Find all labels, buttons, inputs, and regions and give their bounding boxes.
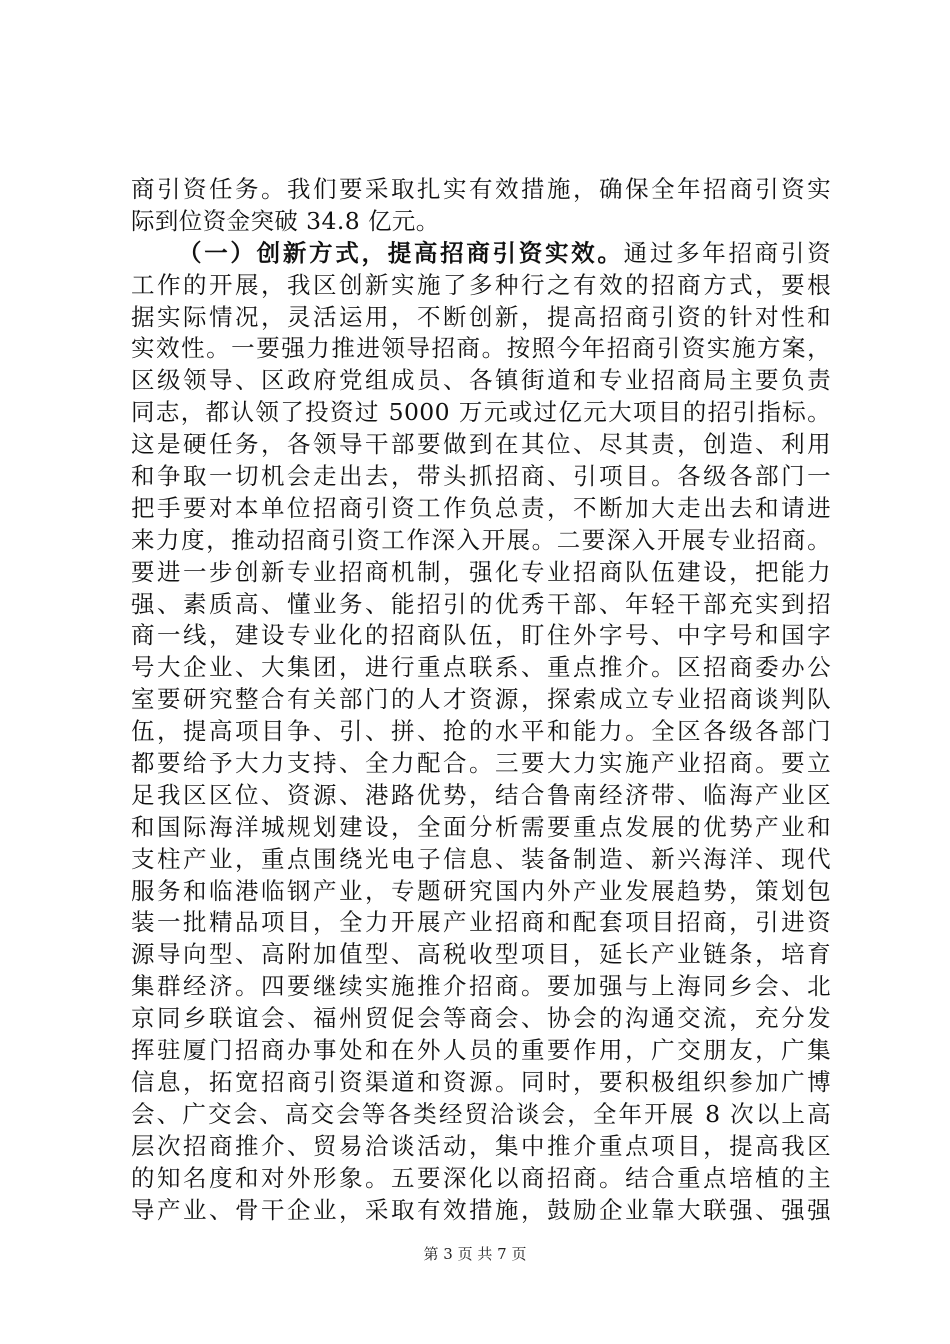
text-line: 源导向型、高附加值型、高税收型项目，延长产业链条，培育	[131, 940, 831, 969]
text-line: 支柱产业，重点围绕光电子信息、装备制造、新兴海洋、现代	[131, 844, 831, 873]
section-heading: （一）创新方式，提高招商引资实效。	[178, 238, 624, 267]
text-line: 层次招商推介、贸易洽谈活动，集中推介重点项目，提高我区	[131, 1131, 831, 1160]
text-line: 际到位资金突破 34.8 亿元。	[131, 206, 440, 235]
text-line: 强、素质高、懂业务、能招引的优秀干部、年轻干部充实到招	[131, 589, 831, 618]
text-line: 这是硬任务，各领导干部要做到在其位、尽其责，创造、利用	[131, 430, 831, 459]
text-line: 据实际情况，灵活运用，不断创新，提高招商引资的针对性和	[131, 302, 831, 331]
page-footer: 第 3 页 共 7 页	[423, 1245, 527, 1263]
text-line: 和争取一切机会走出去，带头抓招商、引项目。各级各部门一	[131, 462, 831, 491]
text-line: 号大企业、大集团，进行重点联系、重点推介。区招商委办公	[131, 653, 831, 682]
text-fragment: 通过多年招商引资	[623, 238, 831, 267]
text-line: 商引资任务。我们要采取扎实有效措施，确保全年招商引资实	[131, 175, 831, 203]
text-line: 都要给予大力支持、全力配合。三要大力实施产业招商。要立	[131, 749, 831, 778]
text-line: 的知名度和对外形象。五要深化以商招商。结合重点培植的主	[131, 1163, 831, 1192]
text-line: 工作的开展，我区创新实施了多种行之有效的招商方式，要根	[131, 270, 831, 299]
text-line: 同志，都认领了投资过 5000 万元或过亿元大项目的招引指标。	[131, 398, 831, 427]
text-line: 伍，提高项目争、引、拼、抢的水平和能力。全区各级各部门	[131, 717, 831, 746]
section-heading-line	[131, 238, 831, 270]
text-line: 装一批精品项目，全力开展产业招商和配套项目招商，引进资	[131, 908, 831, 937]
text-line: 室要研究整合有关部门的人才资源，探索成立专业招商谈判队	[131, 685, 831, 714]
document-body	[131, 174, 831, 1226]
text-line: 区级领导、区政府党组成员、各镇街道和专业招商局主要负责	[131, 366, 831, 395]
text-line: 服务和临港临钢产业，专题研究国内外产业发展趋势，策划包	[131, 876, 831, 905]
text-line: 实效性。一要强力推进领导招商。按照今年招商引资实施方案，	[131, 334, 831, 363]
text-line: 要进一步创新专业招商机制，强化专业招商队伍建设，把能力	[131, 557, 831, 586]
text-line: 把手要对本单位招商引资工作负总责，不断加大走出去和请进	[131, 493, 831, 522]
text-line: 商一线，建设专业化的招商队伍，盯住外字号、中字号和国字	[131, 621, 831, 650]
text-line: 会、广交会、高交会等各类经贸洽谈会，全年开展 8 次以上高	[131, 1099, 831, 1128]
text-line: 和国际海洋城规划建设，全面分析需要重点发展的优势产业和	[131, 812, 831, 841]
text-line: 集群经济。四要继续实施推介招商。要加强与上海同乡会、北	[131, 972, 831, 1001]
text-line: 足我区区位、资源、港路优势，结合鲁南经济带、临海产业区	[131, 780, 831, 809]
paragraph-body	[131, 270, 831, 1227]
text-line: 导产业、骨干企业，采取有效措施，鼓励企业靠大联强、强强	[131, 1195, 831, 1224]
text-line: 来力度，推动招商引资工作深入开展。二要深入开展专业招商。	[131, 525, 831, 554]
text-line: 挥驻厦门招商办事处和在外人员的重要作用，广交朋友，广集	[131, 1036, 831, 1065]
text-line: 京同乡联谊会、福州贸促会等商会、协会的沟通交流，充分发	[131, 1004, 831, 1033]
text-line: 信息，拓宽招商引资渠道和资源。同时，要积极组织参加广博	[131, 1067, 831, 1096]
